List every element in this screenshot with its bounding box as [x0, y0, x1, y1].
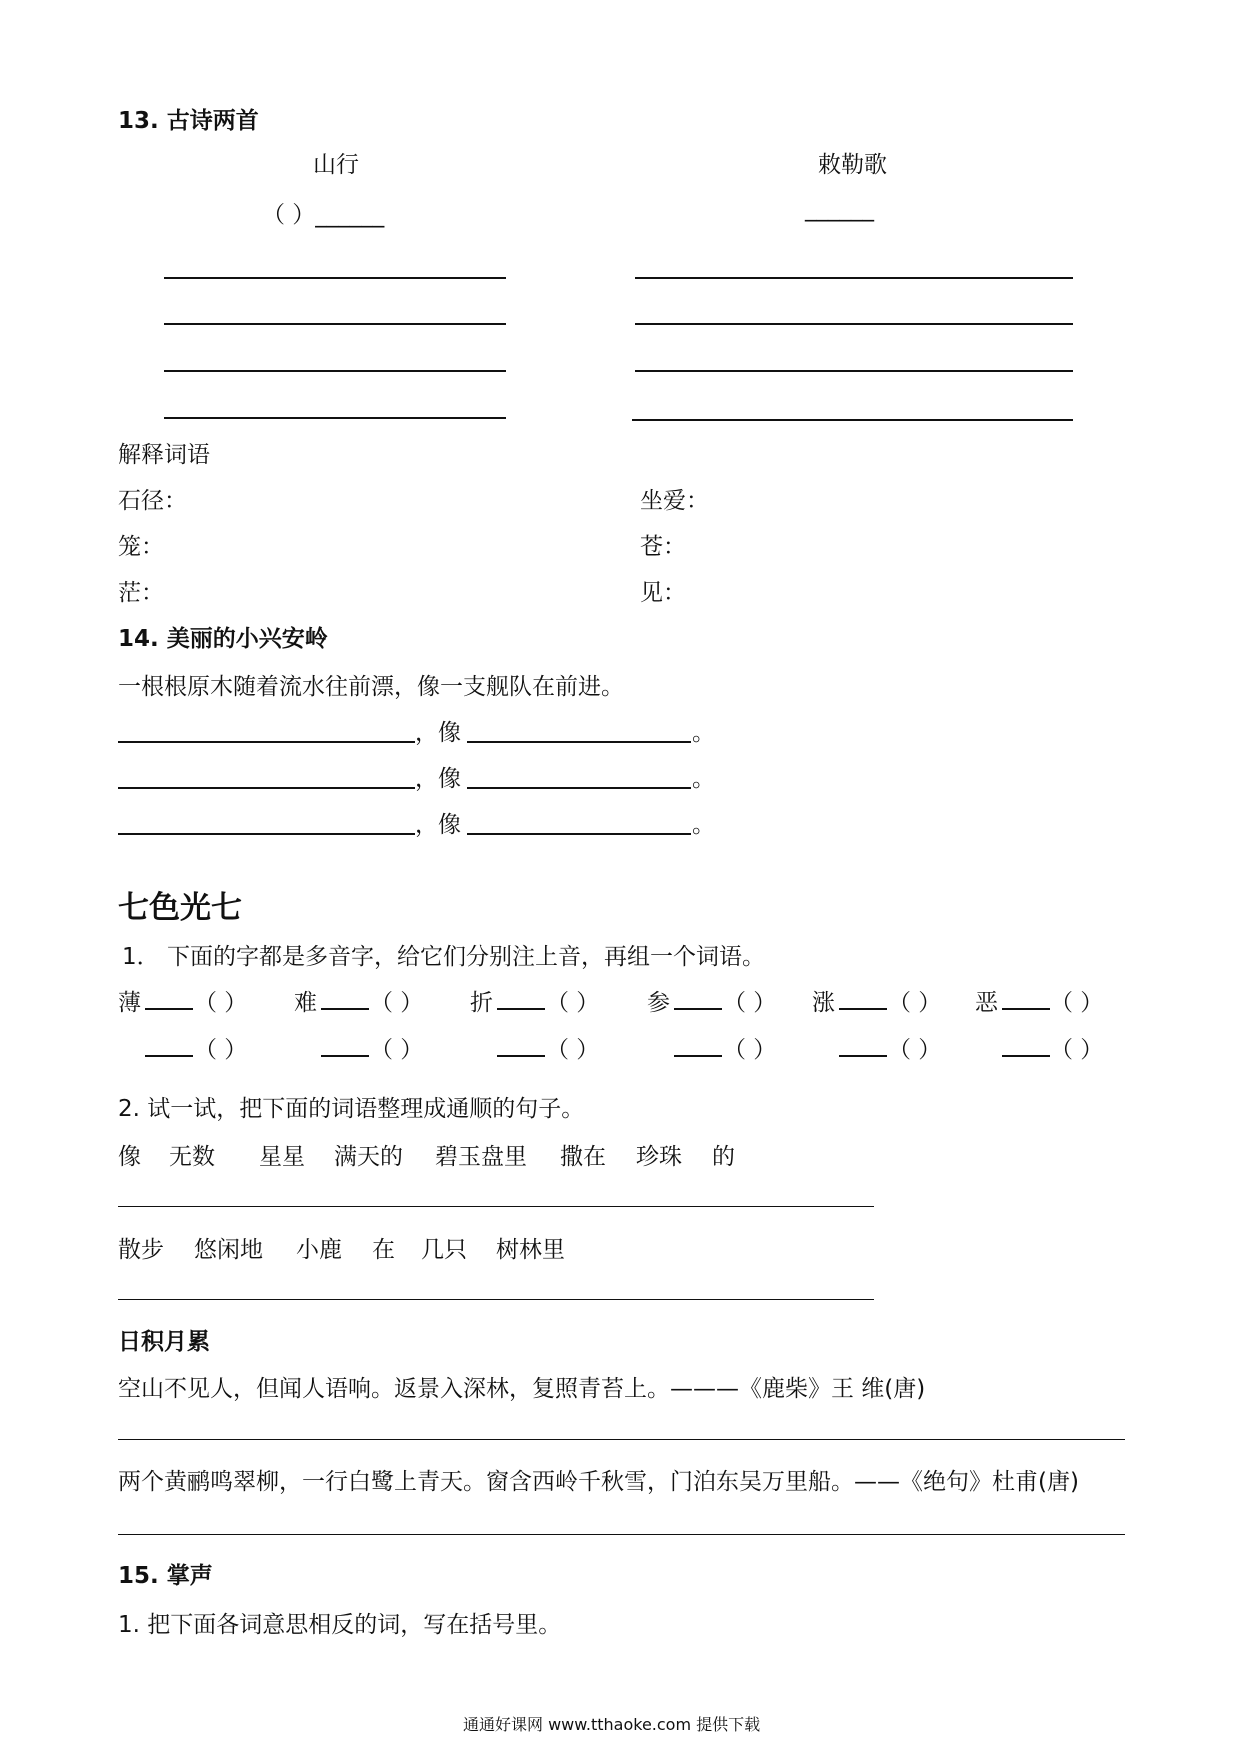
s14-sentence: 一根根原木随着流水往前漂，像一支舰队在前进。 [118, 674, 624, 700]
s14-row3-blank-a[interactable] [118, 833, 415, 835]
seven-q2: 2. 试一试，把下面的词语整理成通顺的句子。 [118, 1096, 585, 1122]
paren-2-6[interactable]: （ ） [1050, 1037, 1104, 1063]
char-nan: 难 [294, 990, 317, 1016]
pinyin-blank-2-2[interactable] [321, 1055, 369, 1057]
word1-zhenzhu: 珍珠 [636, 1144, 682, 1170]
s14-row2-blank-b[interactable] [467, 787, 691, 789]
word1-de: 的 [712, 1144, 735, 1170]
pinyin-blank-zhe[interactable] [497, 1008, 545, 1010]
poem1-title: 山行 [313, 152, 359, 178]
sentence2-answer-line[interactable] [118, 1299, 874, 1300]
poem2-line-3[interactable] [635, 370, 1073, 372]
paren-2-5[interactable]: （ ） [888, 1037, 942, 1063]
paren-e[interactable]: （ ） [1050, 990, 1104, 1016]
word2-zai: 在 [372, 1237, 395, 1263]
word1-biyupanli: 碧玉盘里 [435, 1144, 527, 1170]
paren-2-4[interactable]: （ ） [723, 1037, 777, 1063]
section-14-heading: 14. 美丽的小兴安岭 [118, 626, 328, 652]
paren-2-3[interactable]: （ ） [546, 1037, 600, 1063]
section-13-heading: 13. 古诗两首 [118, 108, 259, 134]
paren-nan[interactable]: （ ） [370, 990, 424, 1016]
word1-wushu: 无数 [169, 1144, 215, 1170]
word2-jizhi: 几只 [421, 1237, 467, 1263]
word-long: 笼： [118, 534, 164, 560]
paren-zhang[interactable]: （ ） [888, 990, 942, 1016]
s14-row1-end: 。 [692, 720, 715, 746]
paren-2-2[interactable]: （ ） [370, 1037, 424, 1063]
poem1-line-2[interactable] [164, 323, 506, 325]
poem2-title: 敕勒歌 [818, 152, 887, 178]
poem1-line-4[interactable] [164, 417, 506, 419]
word2-youxiandi: 悠闲地 [194, 1237, 263, 1263]
word1-mantiande: 满天的 [334, 1144, 403, 1170]
pinyin-blank-can[interactable] [674, 1008, 722, 1010]
char-e: 恶 [975, 990, 998, 1016]
pinyin-blank-2-5[interactable] [839, 1055, 887, 1057]
section-15-heading: 15. 掌声 [118, 1563, 213, 1589]
word-shijing: 石径： [118, 488, 187, 514]
poem1-line-3[interactable] [164, 370, 506, 372]
s14-row3-mid: ，像 [415, 812, 461, 838]
poem2-line-4[interactable] [632, 419, 1073, 421]
poem1-author-blank[interactable]: （ ）______ [262, 202, 385, 228]
pinyin-blank-e[interactable] [1002, 1008, 1050, 1010]
paren-2-1[interactable]: （ ） [194, 1037, 248, 1063]
word2-xiaolu: 小鹿 [296, 1237, 342, 1263]
riji-line2: 两个黄鹂鸣翠柳，一行白鹭上青天。窗含西岭千秋雪，门泊东吴万里船。——《绝句》杜甫(唐) [118, 1469, 1079, 1495]
pinyin-blank-nan[interactable] [321, 1008, 369, 1010]
pinyin-blank-bao[interactable] [145, 1008, 193, 1010]
s14-row3-end: 。 [692, 812, 715, 838]
pinyin-blank-2-1[interactable] [145, 1055, 193, 1057]
riji-line1: 空山不见人，但闻人语响。返景入深林，复照青苔上。———《鹿柴》王 维(唐) [118, 1376, 926, 1402]
pinyin-blank-2-3[interactable] [497, 1055, 545, 1057]
paren-zhe[interactable]: （ ） [546, 990, 600, 1016]
word1-sazai: 撒在 [560, 1144, 606, 1170]
char-zhe: 折 [470, 990, 493, 1016]
pinyin-blank-2-4[interactable] [674, 1055, 722, 1057]
word-zuoai: 坐爱： [640, 488, 709, 514]
s14-row1-blank-b[interactable] [467, 741, 691, 743]
word2-shulinli: 树林里 [496, 1237, 565, 1263]
s15-q1: 1. 把下面各词意思相反的词，写在括号里。 [118, 1612, 562, 1638]
page-footer: 通通好课网 www.tthaoke.com 提供下载 [463, 1715, 761, 1734]
s14-row3-blank-b[interactable] [467, 833, 691, 835]
riji-answer-line-1[interactable] [118, 1439, 1125, 1440]
word-cang: 苍： [640, 534, 686, 560]
explain-label: 解释词语 [118, 442, 210, 468]
s14-row2-blank-a[interactable] [118, 787, 415, 789]
paren-bao[interactable]: （ ） [194, 990, 248, 1016]
poem2-line-2[interactable] [635, 323, 1073, 325]
word2-sanbu: 散步 [118, 1237, 164, 1263]
char-zhang: 涨 [812, 990, 835, 1016]
seven-title: 七色光七 [118, 890, 242, 926]
pinyin-blank-zhang[interactable] [839, 1008, 887, 1010]
s14-row2-mid: ，像 [415, 766, 461, 792]
word-mang: 茫： [118, 580, 164, 606]
char-can: 参 [647, 990, 670, 1016]
word1-xiang: 像 [118, 1144, 141, 1170]
seven-q1: 1． 下面的字都是多音字，给它们分别注上音，再组一个词语。 [122, 944, 765, 970]
s14-row1-mid: ，像 [415, 720, 461, 746]
paren-can[interactable]: （ ） [723, 990, 777, 1016]
word1-xingxing: 星星 [259, 1144, 305, 1170]
poem2-author-blank[interactable]: ______ [805, 196, 874, 222]
riji-heading: 日积月累 [118, 1329, 210, 1355]
riji-answer-line-2[interactable] [118, 1534, 1125, 1535]
pinyin-blank-2-6[interactable] [1002, 1055, 1050, 1057]
poem2-line-1[interactable] [635, 277, 1073, 279]
s14-row1-blank-a[interactable] [118, 741, 415, 743]
poem1-line-1[interactable] [164, 277, 506, 279]
sentence1-answer-line[interactable] [118, 1206, 874, 1207]
word-xian: 见： [640, 580, 686, 606]
char-bao: 薄 [118, 990, 141, 1016]
s14-row2-end: 。 [692, 766, 715, 792]
